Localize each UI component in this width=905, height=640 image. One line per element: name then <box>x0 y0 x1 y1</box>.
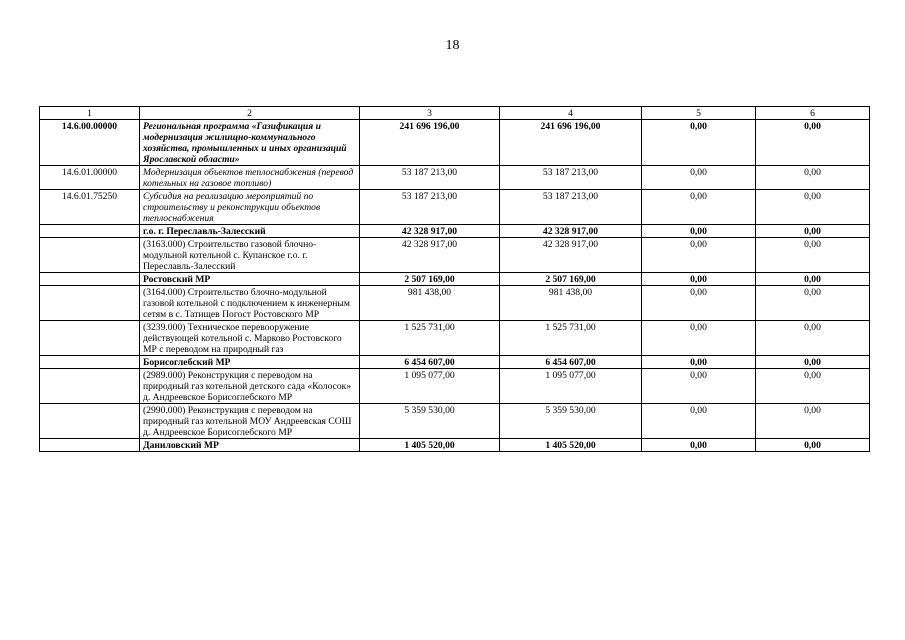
row-value-col6: 0,00 <box>756 120 870 166</box>
row-value-col4: 1 405 520,00 <box>500 439 642 452</box>
table-row <box>40 321 870 356</box>
row-value-col5: 0,00 <box>642 273 756 286</box>
column-header-5: 5 <box>642 107 756 120</box>
table-row <box>40 286 870 321</box>
row-code-cell <box>40 439 140 452</box>
row-code-cell <box>40 286 140 321</box>
row-name-cell: Даниловский МР <box>140 439 360 452</box>
table-row <box>40 404 870 439</box>
row-value-col3: 6 454 607,00 <box>360 356 500 369</box>
row-value-col6: 0,00 <box>756 439 870 452</box>
row-value-col5: 0,00 <box>642 439 756 452</box>
row-value-col5: 0,00 <box>642 404 756 439</box>
row-value-col3: 981 438,00 <box>360 286 500 321</box>
row-code-cell <box>40 273 140 286</box>
row-value-col3: 5 359 530,00 <box>360 404 500 439</box>
row-value-col3: 1 525 731,00 <box>360 321 500 356</box>
column-header-3: 3 <box>360 107 500 120</box>
row-value-col5: 0,00 <box>642 225 756 238</box>
row-value-col4: 53 187 213,00 <box>500 166 642 190</box>
row-value-col6: 0,00 <box>756 404 870 439</box>
table-row <box>40 273 870 286</box>
column-header-4: 4 <box>500 107 642 120</box>
row-value-col3: 241 696 196,00 <box>360 120 500 166</box>
row-value-col3: 42 328 917,00 <box>360 238 500 273</box>
row-value-col4: 981 438,00 <box>500 286 642 321</box>
row-value-col4: 2 507 169,00 <box>500 273 642 286</box>
table-row <box>40 356 870 369</box>
budget-table <box>39 106 870 452</box>
row-value-col5: 0,00 <box>642 356 756 369</box>
table-row <box>40 120 870 166</box>
row-code-cell <box>40 321 140 356</box>
table-row <box>40 238 870 273</box>
row-value-col4: 53 187 213,00 <box>500 190 642 225</box>
row-value-col3: 53 187 213,00 <box>360 190 500 225</box>
row-value-col4: 1 525 731,00 <box>500 321 642 356</box>
table-body <box>40 107 870 452</box>
row-name-cell: Субсидия на реализацию мероприятий по строительству и реконструкции объектов теплоснабжения <box>140 190 360 225</box>
row-value-col6: 0,00 <box>756 166 870 190</box>
row-name-cell: Ростовский МР <box>140 273 360 286</box>
row-value-col6: 0,00 <box>756 356 870 369</box>
row-value-col4: 241 696 196,00 <box>500 120 642 166</box>
row-value-col3: 1 095 077,00 <box>360 369 500 404</box>
row-name-cell: (3164.000) Строительство блочно-модульной газовой котельной с подключением к инженерным сетям в с. Татищев Погост Ростовского МР <box>140 286 360 321</box>
row-value-col5: 0,00 <box>642 166 756 190</box>
row-value-col5: 0,00 <box>642 369 756 404</box>
row-value-col5: 0,00 <box>642 321 756 356</box>
row-code-cell: 14.6.01.00000 <box>40 166 140 190</box>
row-value-col3: 53 187 213,00 <box>360 166 500 190</box>
row-value-col3: 2 507 169,00 <box>360 273 500 286</box>
row-code-cell: 14.6.01.75250 <box>40 190 140 225</box>
column-header-6: 6 <box>756 107 870 120</box>
row-value-col5: 0,00 <box>642 238 756 273</box>
row-value-col5: 0,00 <box>642 286 756 321</box>
row-name-cell: (3239.000) Техническое перевооружение действующей котельной с. Марково Ростовского МР с переводом на природный газ <box>140 321 360 356</box>
row-value-col6: 0,00 <box>756 273 870 286</box>
row-value-col3: 1 405 520,00 <box>360 439 500 452</box>
row-code-cell <box>40 225 140 238</box>
page-number: 18 <box>445 38 460 53</box>
row-code-cell <box>40 238 140 273</box>
row-name-cell: (2989.000) Реконструкция с переводом на природный газ котельной детского сада «Колосок» д. Андреевское Борисоглебского МР <box>140 369 360 404</box>
row-name-cell: г.о. г. Переславль-Залесский <box>140 225 360 238</box>
row-code-cell <box>40 356 140 369</box>
row-value-col6: 0,00 <box>756 190 870 225</box>
row-value-col5: 0,00 <box>642 120 756 166</box>
table-row <box>40 369 870 404</box>
row-value-col5: 0,00 <box>642 190 756 225</box>
row-name-cell: Борисоглебский МР <box>140 356 360 369</box>
row-value-col6: 0,00 <box>756 369 870 404</box>
row-value-col4: 42 328 917,00 <box>500 238 642 273</box>
row-value-col4: 42 328 917,00 <box>500 225 642 238</box>
row-value-col6: 0,00 <box>756 238 870 273</box>
column-header-2: 2 <box>140 107 360 120</box>
row-code-cell: 14.6.00.00000 <box>40 120 140 166</box>
table-row <box>40 190 870 225</box>
row-value-col4: 5 359 530,00 <box>500 404 642 439</box>
row-value-col6: 0,00 <box>756 321 870 356</box>
row-code-cell <box>40 404 140 439</box>
row-name-cell: (2990.000) Реконструкция с переводом на природный газ котельной МОУ Андреевская СОШ д. Андреевское Борисоглебского МР <box>140 404 360 439</box>
row-value-col6: 0,00 <box>756 225 870 238</box>
row-name-cell: (3163.000) Строительство газовой блочно-модульной котельной с. Купанское г.о. г. Переславль-Залесский <box>140 238 360 273</box>
row-value-col4: 1 095 077,00 <box>500 369 642 404</box>
row-name-cell: Модернизация объектов теплоснабжения (перевод котельных на газовое топливо) <box>140 166 360 190</box>
row-value-col6: 0,00 <box>756 286 870 321</box>
row-code-cell <box>40 369 140 404</box>
header-row <box>40 107 870 120</box>
row-value-col4: 6 454 607,00 <box>500 356 642 369</box>
row-name-cell: Региональная программа «Газификация и модернизация жилищно-коммунального хозяйства, промышленных и иных организаций Ярославской области» <box>140 120 360 166</box>
column-header-1: 1 <box>40 107 140 120</box>
table-row <box>40 439 870 452</box>
table-row <box>40 225 870 238</box>
row-value-col3: 42 328 917,00 <box>360 225 500 238</box>
table-row <box>40 166 870 190</box>
